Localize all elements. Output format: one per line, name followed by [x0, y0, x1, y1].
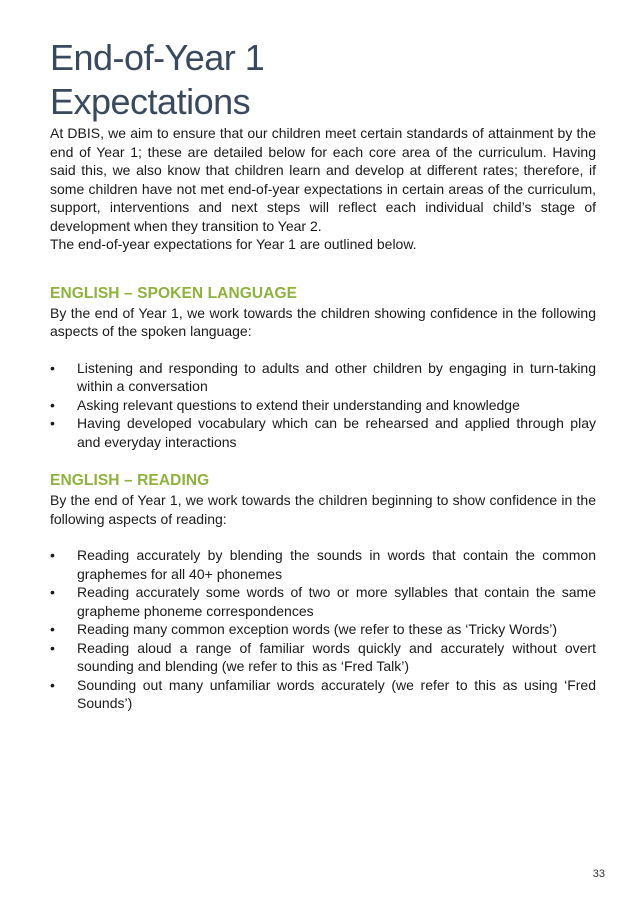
- list-item: [50, 546, 596, 583]
- list-item-text: Sounding out many unfamiliar words accurately (we refer to this as using ‘Fred Sounds’): [77, 676, 596, 711]
- list-item-text: Asking relevant questions to extend their understanding and knowledge: [77, 396, 520, 413]
- bullet-icon: •: [50, 359, 55, 376]
- bullet-icon: •: [50, 621, 55, 637]
- list-item-text: Having developed vocabulary which can be rehearsed and applied through play and everyday interactions: [77, 415, 596, 450]
- list-item-text: Reading accurately some words of two or more syllables that contain the same grapheme phoneme correspondences: [77, 584, 596, 619]
- bullet-icon: •: [50, 415, 55, 431]
- section-heading-reading: ENGLISH – READING: [50, 472, 210, 489]
- page-title: [50, 36, 596, 124]
- list-item: [50, 583, 596, 620]
- bullet-list-reading: [50, 546, 596, 713]
- list-item-text: Reading accurately by blending the sounds in words that contain the common graphemes for all 40+ phonemes: [77, 547, 596, 582]
- list-item: [50, 396, 596, 415]
- section-spoken-language: [50, 284, 596, 452]
- page-number: 33: [592, 868, 605, 880]
- section-heading-spoken-language: ENGLISH – SPOKEN LANGUAGE: [50, 284, 298, 302]
- list-item: [50, 359, 596, 396]
- bullet-icon: •: [50, 396, 55, 413]
- section-lead-reading: By the end of Year 1, we work towards the children beginning to show confidence in the following aspects of reading:: [50, 492, 596, 527]
- list-item: [50, 414, 596, 451]
- page-title-line-1: End-of-Year 1: [50, 37, 265, 78]
- list-item: [50, 676, 596, 713]
- intro-paragraph: At DBIS, we aim to ensure that our children meet certain standards of attainment by the end of Year 1; these are detailed below for each core area of the curriculum. Having said this, we also know that children learn and develop at different rates; therefore, if some children have not met end-of-year expectations in certain areas of the curriculum, support, interventions and next steps will reflect each individual child’s stage of development when they transition to Year 2.: [50, 125, 596, 234]
- bullet-icon: •: [50, 584, 55, 600]
- page-title-line-2: Expectations: [50, 81, 251, 122]
- section-lead-spoken-language: By the end of Year 1, we work towards the children showing confidence in the following aspects of the spoken language:: [50, 304, 596, 339]
- list-item: [50, 639, 596, 676]
- intro-outline-paragraph: The end-of-year expectations for Year 1 are outlined below.: [50, 236, 417, 252]
- section-reading: [50, 471, 596, 713]
- document-page: [50, 36, 596, 713]
- list-item-text: Reading many common exception words (we refer to these as ‘Tricky Words’): [77, 621, 558, 637]
- bullet-icon: •: [50, 676, 55, 693]
- list-item: [50, 620, 596, 639]
- bullet-icon: •: [50, 639, 55, 656]
- list-item-text: Listening and responding to adults and other children by engaging in turn-taking within a conversation: [77, 359, 596, 394]
- list-item-text: Reading aloud a range of familiar words quickly and accurately without overt sounding and blending (we refer to this as ‘Fred Talk’): [77, 639, 596, 674]
- bullet-icon: •: [50, 547, 55, 563]
- bullet-list-spoken-language: [50, 359, 596, 452]
